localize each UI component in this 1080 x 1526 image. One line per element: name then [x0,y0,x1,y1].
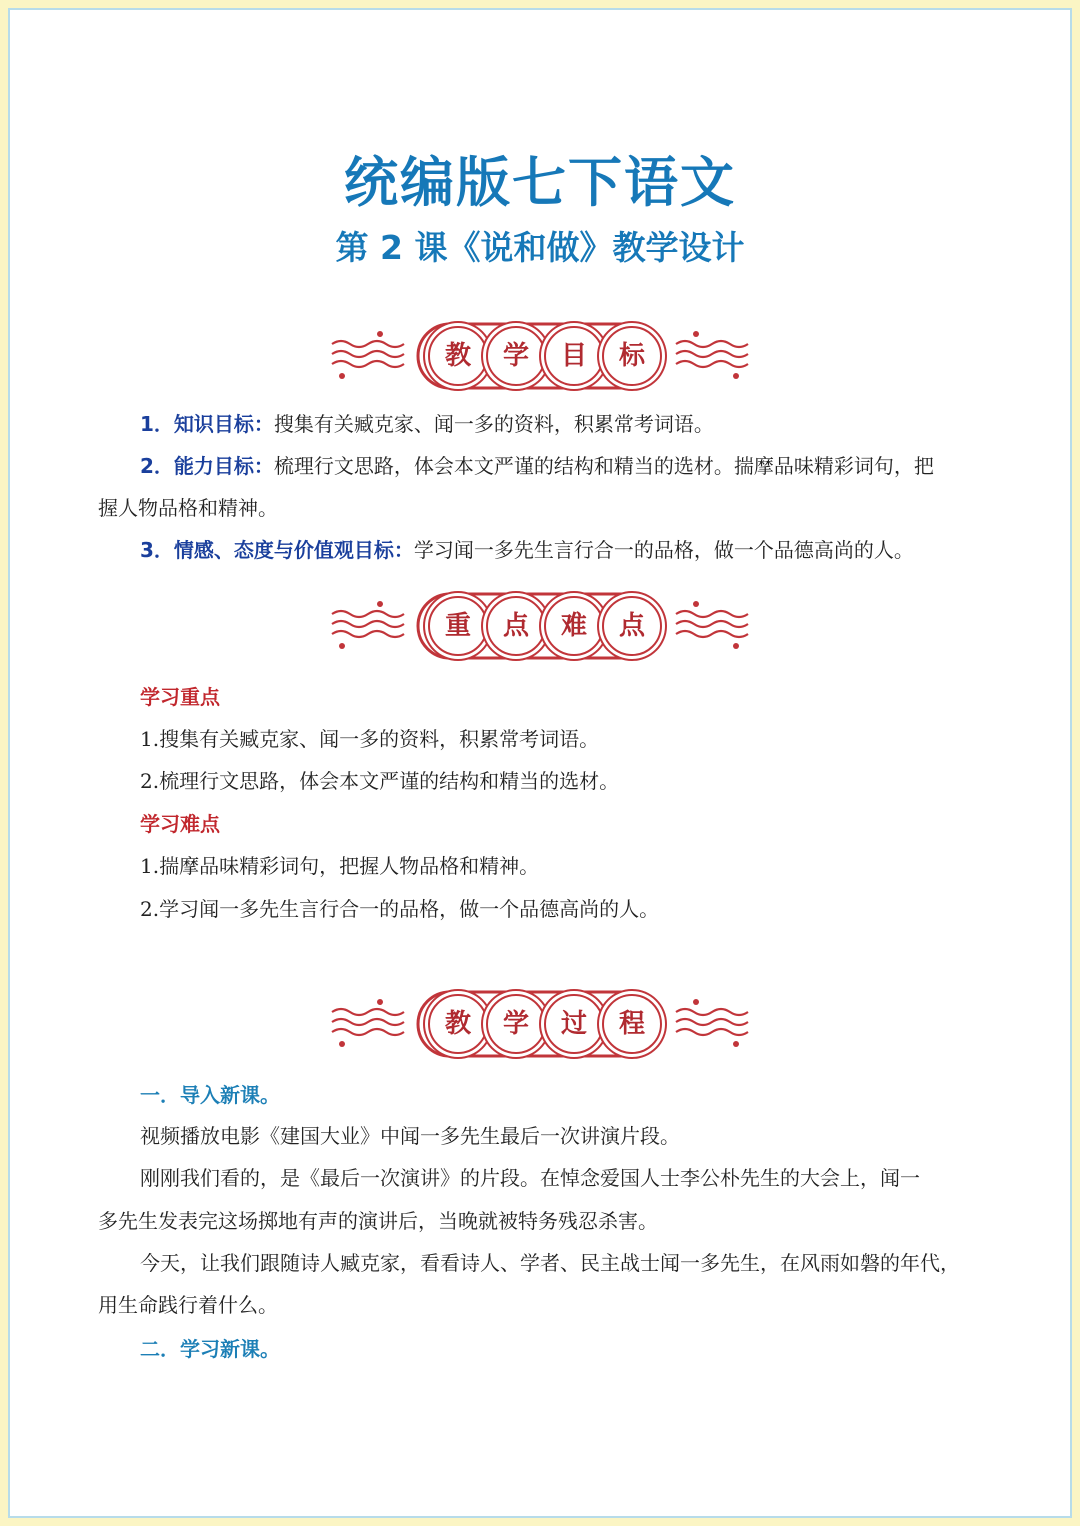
seal-char: 目 [544,326,604,386]
seal-char: 难 [544,596,604,656]
process-paragraph-3: 今天，让我们跟随诗人臧克家，看看诗人、学者、民主战士闻一多先生，在风雨如磐的年代， [140,1251,960,1275]
seal-char: 教 [428,994,488,1054]
difficulty-item-1: 1.揣摩品味精彩词句，把握人物品格和精神。 [140,854,540,878]
objective-1-text: 搜集有关臧克家、闻一多的资料，积累常考词语。 [273,412,714,436]
document-subtitle: 第 2 课《说和做》教学设计 [335,228,745,267]
focus-item-2: 2.梳理行文思路，体会本文严谨的结构和精当的选材。 [140,769,620,793]
process-paragraph-1: 视频播放电影《建国大业》中闻一多先生最后一次讲演片段。 [140,1124,680,1148]
seal-char: 程 [602,994,662,1054]
objective-1 [140,403,714,445]
document-title: 统编版七下语文 [344,151,736,214]
seal-char: 点 [486,596,546,656]
process-paragraph-2-continued: 多先生发表完这场掷地有声的演讲后，当晚就被特务残忍杀害。 [98,1209,658,1233]
process-paragraph-2: 刚刚我们看的，是《最后一次演讲》的片段。在悼念爱国人士李公朴先生的大会上，闻一 [140,1166,920,1190]
focus-item-1: 1.搜集有关臧克家、闻一多的资料，积累常考词语。 [140,727,600,751]
seal-char: 学 [486,326,546,386]
seal-char: 点 [602,596,662,656]
seal-char: 过 [544,994,604,1054]
objective-2-label: 2．能力目标： [140,454,274,478]
seal-char: 教 [428,326,488,386]
objective-2 [140,445,934,487]
section-banner-process [320,988,760,1068]
focus-heading: 学习重点 [140,685,220,709]
process-paragraph-3-continued: 用生命践行着什么。 [98,1293,278,1317]
difficulty-item-2: 2.学习闻一多先生言行合一的品格，做一个品德高尚的人。 [140,897,660,921]
objective-3-label: 3．情感、态度与价值观目标： [140,538,414,562]
step-1-heading: 一．导入新课。 [140,1083,280,1107]
objective-2-continued: 握人物品格和精神。 [98,496,278,520]
step-2-heading: 二．学习新课。 [140,1337,280,1361]
difficulty-heading: 学习难点 [140,812,220,836]
seal-char: 标 [602,326,662,386]
objective-3 [140,529,914,571]
section-banner-keypoints [320,590,760,670]
objective-2-text: 梳理行文思路，体会本文严谨的结构和精当的选材。揣摩品味精彩词句，把 [273,454,934,478]
objective-3-text: 学习闻一多先生言行合一的品格，做一个品德高尚的人。 [413,538,914,562]
section-banner-objectives [320,320,760,400]
seal-char: 学 [486,994,546,1054]
objective-1-label: 1．知识目标： [140,412,274,436]
seal-char: 重 [428,596,488,656]
